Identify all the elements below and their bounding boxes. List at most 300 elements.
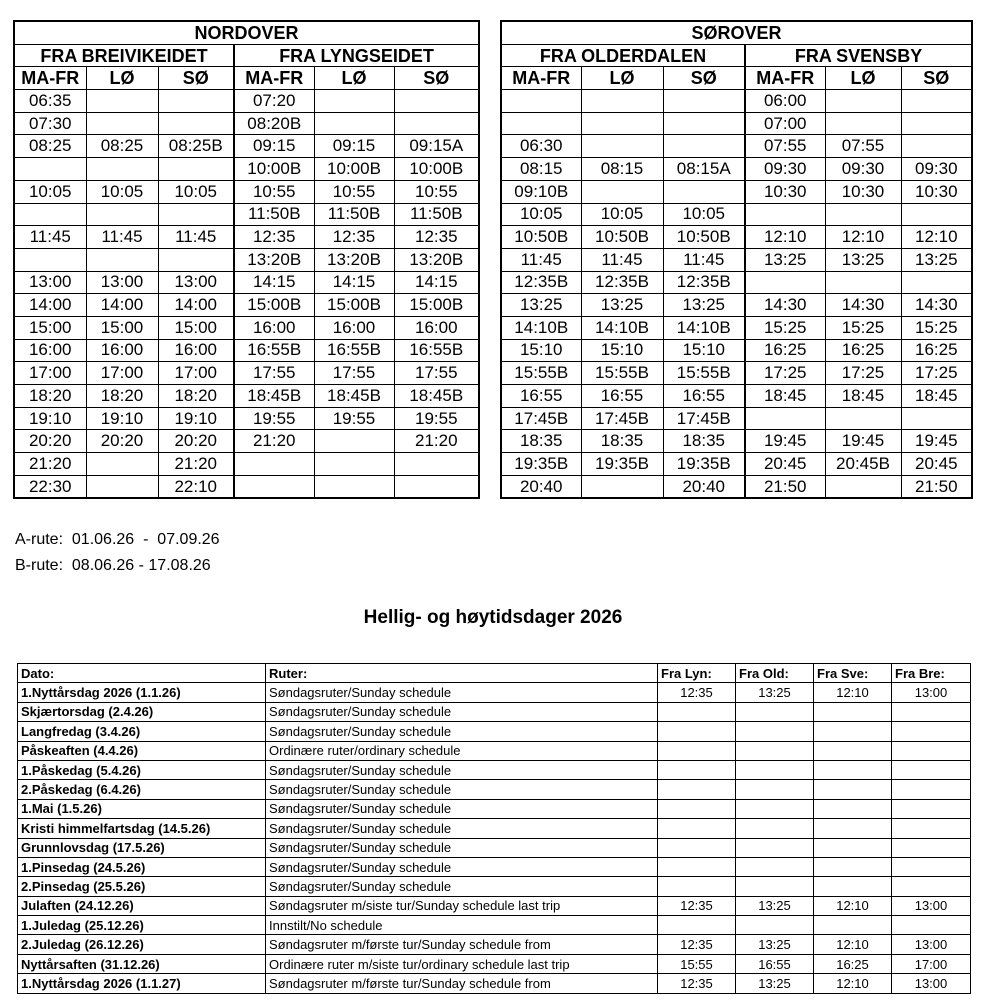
departure-time: 12:35B — [501, 271, 581, 294]
departure-time — [581, 112, 663, 135]
sorover-title: SØROVER — [501, 21, 972, 44]
holiday-route: Søndagsruter/Sunday schedule — [266, 838, 658, 857]
departure-time — [901, 135, 972, 158]
departure-time: 06:30 — [501, 135, 581, 158]
departure-time: 15:25 — [825, 316, 901, 339]
table-row — [14, 226, 479, 249]
table-row — [14, 112, 479, 135]
table-row — [18, 799, 971, 818]
departure-time: 18:35 — [581, 430, 663, 453]
table-row — [18, 683, 971, 702]
departure-time — [663, 180, 745, 203]
departure-time: 08:20B — [234, 112, 314, 135]
departure-time: 15:00B — [314, 294, 394, 317]
table-row — [18, 819, 971, 838]
departure-time: 14:15 — [394, 271, 479, 294]
departure-time: 21:50 — [901, 475, 972, 498]
table-row — [14, 135, 479, 158]
departure-time: 17:45B — [581, 407, 663, 430]
table-row — [14, 180, 479, 203]
departure-time: 12:10 — [825, 226, 901, 249]
departure-time: 07:55 — [745, 135, 825, 158]
departure-time: 20:20 — [158, 430, 234, 453]
holiday-date: 1.Pinsedag (24.5.26) — [18, 857, 266, 876]
day-header: LØ — [314, 67, 394, 90]
departure-time: 11:50B — [394, 203, 479, 226]
departure-time: 10:30 — [825, 180, 901, 203]
table-row — [14, 90, 479, 113]
holiday-date: Grunnlovsdag (17.5.26) — [18, 838, 266, 857]
holiday-route: Søndagsruter/Sunday schedule — [266, 857, 658, 876]
departure-time: 19:10 — [86, 407, 158, 430]
departure-time: 16:00 — [314, 316, 394, 339]
departure-time — [581, 180, 663, 203]
table-row — [18, 974, 971, 993]
time-fra-lyn: 12:35 — [658, 683, 736, 702]
day-header: MA-FR — [234, 67, 314, 90]
departure-time: 07:30 — [14, 112, 86, 135]
departure-time: 07:55 — [825, 135, 901, 158]
time-fra-lyn — [658, 780, 736, 799]
group-header-olderdalen: FRA OLDERDALEN — [501, 44, 745, 67]
time-fra-old — [736, 916, 814, 935]
departure-time: 10:05 — [581, 203, 663, 226]
time-fra-sve: 12:10 — [814, 974, 892, 993]
time-fra-old: 13:25 — [736, 896, 814, 915]
departure-time: 06:00 — [745, 90, 825, 113]
table-row — [14, 158, 479, 181]
departure-time — [581, 135, 663, 158]
departure-time: 13:25 — [501, 294, 581, 317]
time-fra-lyn: 12:35 — [658, 896, 736, 915]
holiday-route: Søndagsruter/Sunday schedule — [266, 780, 658, 799]
departure-time: 12:35B — [581, 271, 663, 294]
time-fra-sve — [814, 877, 892, 896]
departure-time: 14:15 — [314, 271, 394, 294]
time-fra-old — [736, 722, 814, 741]
departure-time — [86, 90, 158, 113]
departure-time: 13:25 — [901, 248, 972, 271]
departure-time: 22:30 — [14, 475, 86, 498]
departure-time: 14:30 — [825, 294, 901, 317]
time-fra-bre: 13:00 — [892, 683, 971, 702]
departure-time — [825, 407, 901, 430]
table-row — [501, 453, 972, 476]
holiday-date: Kristi himmelfartsdag (14.5.26) — [18, 819, 266, 838]
departure-time: 15:55B — [581, 362, 663, 385]
table-row — [501, 316, 972, 339]
table-row — [18, 916, 971, 935]
time-fra-bre — [892, 702, 971, 721]
departure-time — [745, 407, 825, 430]
time-fra-sve: 12:10 — [814, 935, 892, 954]
departure-time: 07:20 — [234, 90, 314, 113]
departure-time: 17:25 — [901, 362, 972, 385]
nordover-timetable — [13, 20, 480, 499]
departure-time: 10:05 — [663, 203, 745, 226]
departure-time: 11:45 — [86, 226, 158, 249]
time-fra-bre — [892, 741, 971, 760]
table-row — [18, 877, 971, 896]
departure-time: 15:25 — [901, 316, 972, 339]
departure-time: 15:25 — [745, 316, 825, 339]
departure-time: 16:55B — [394, 339, 479, 362]
departure-time: 21:20 — [158, 453, 234, 476]
departure-time: 12:35 — [394, 226, 479, 249]
departure-time: 16:00 — [86, 339, 158, 362]
departure-time: 16:00 — [14, 339, 86, 362]
departure-time: 21:20 — [234, 430, 314, 453]
departure-time: 11:50B — [234, 203, 314, 226]
table-row — [18, 857, 971, 876]
holiday-route: Søndagsruter/Sunday schedule — [266, 760, 658, 779]
time-fra-lyn — [658, 838, 736, 857]
departure-time — [14, 248, 86, 271]
departure-time: 12:10 — [901, 226, 972, 249]
time-fra-sve — [814, 857, 892, 876]
day-header-row — [14, 67, 479, 90]
departure-time: 11:45 — [14, 226, 86, 249]
departure-time: 09:30 — [901, 158, 972, 181]
departure-time — [901, 203, 972, 226]
departure-time: 20:45B — [825, 453, 901, 476]
table-row — [18, 935, 971, 954]
departure-time — [86, 475, 158, 498]
time-fra-bre — [892, 819, 971, 838]
holiday-date: 1.Mai (1.5.26) — [18, 799, 266, 818]
time-fra-sve — [814, 838, 892, 857]
departure-time: 20:45 — [901, 453, 972, 476]
col-header-date: Dato: — [18, 664, 266, 683]
table-row — [14, 294, 479, 317]
col-header-fra-old: Fra Old: — [736, 664, 814, 683]
time-fra-bre: 13:00 — [892, 935, 971, 954]
departure-time: 13:25 — [745, 248, 825, 271]
departure-time: 19:55 — [314, 407, 394, 430]
departure-time: 08:25B — [158, 135, 234, 158]
departure-time: 20:45 — [745, 453, 825, 476]
departure-time: 22:10 — [158, 475, 234, 498]
day-header: SØ — [663, 67, 745, 90]
departure-time: 09:15A — [394, 135, 479, 158]
departure-time: 14:00 — [14, 294, 86, 317]
table-row — [14, 453, 479, 476]
table-row — [14, 407, 479, 430]
holiday-route: Søndagsruter/Sunday schedule — [266, 683, 658, 702]
time-fra-old: 13:25 — [736, 683, 814, 702]
departure-time: 11:50B — [314, 203, 394, 226]
route-notes — [15, 527, 220, 579]
departure-time: 12:35 — [314, 226, 394, 249]
time-fra-old — [736, 877, 814, 896]
day-header: LØ — [825, 67, 901, 90]
departure-time — [158, 203, 234, 226]
holiday-route: Ordinære ruter m/siste tur/ordinary schedule last trip — [266, 954, 658, 973]
departure-time: 15:00B — [234, 294, 314, 317]
departure-time: 09:30 — [745, 158, 825, 181]
time-fra-bre — [892, 877, 971, 896]
departure-time: 19:10 — [14, 407, 86, 430]
departure-time: 12:35B — [663, 271, 745, 294]
table-row — [501, 112, 972, 135]
departure-time: 18:45 — [745, 385, 825, 408]
holiday-section-title: Hellig- og høytidsdager 2026 — [363, 607, 623, 628]
departure-time — [581, 475, 663, 498]
departure-time — [14, 158, 86, 181]
time-fra-bre — [892, 799, 971, 818]
time-fra-lyn — [658, 819, 736, 838]
day-header: LØ — [86, 67, 158, 90]
departure-time: 12:35 — [234, 226, 314, 249]
departure-time: 17:00 — [14, 362, 86, 385]
departure-time: 09:15 — [234, 135, 314, 158]
departure-time: 16:00 — [158, 339, 234, 362]
departure-time: 19:55 — [234, 407, 314, 430]
departure-time: 10:30 — [901, 180, 972, 203]
holiday-date: 1.Påskedag (5.4.26) — [18, 760, 266, 779]
departure-time: 13:20B — [314, 248, 394, 271]
table-row — [501, 248, 972, 271]
departure-time: 09:10B — [501, 180, 581, 203]
departure-time: 13:00 — [86, 271, 158, 294]
table-row — [501, 339, 972, 362]
departure-time: 10:55 — [314, 180, 394, 203]
time-fra-old — [736, 702, 814, 721]
time-fra-lyn — [658, 722, 736, 741]
departure-time — [825, 90, 901, 113]
departure-time: 16:55B — [234, 339, 314, 362]
table-row — [501, 135, 972, 158]
departure-time: 08:25 — [14, 135, 86, 158]
departure-time: 19:45 — [745, 430, 825, 453]
departure-time: 21:20 — [394, 430, 479, 453]
departure-time: 13:20B — [234, 248, 314, 271]
departure-time: 15:00 — [14, 316, 86, 339]
time-fra-bre — [892, 916, 971, 935]
table-row — [14, 316, 479, 339]
time-fra-lyn: 15:55 — [658, 954, 736, 973]
departure-time — [234, 475, 314, 498]
day-header: MA-FR — [501, 67, 581, 90]
time-fra-sve: 12:10 — [814, 896, 892, 915]
table-row — [18, 760, 971, 779]
table-row — [501, 271, 972, 294]
time-fra-old — [736, 760, 814, 779]
table-row — [501, 90, 972, 113]
departure-time — [158, 90, 234, 113]
holiday-date: 2.Pinsedag (25.5.26) — [18, 877, 266, 896]
time-fra-old: 13:25 — [736, 935, 814, 954]
departure-time: 16:00 — [234, 316, 314, 339]
departure-time — [394, 453, 479, 476]
day-header: SØ — [901, 67, 972, 90]
day-header: SØ — [158, 67, 234, 90]
departure-time — [394, 112, 479, 135]
departure-time: 17:45B — [663, 407, 745, 430]
departure-time — [314, 475, 394, 498]
departure-time: 10:55 — [394, 180, 479, 203]
departure-time: 18:20 — [158, 385, 234, 408]
departure-time — [314, 430, 394, 453]
time-fra-sve — [814, 760, 892, 779]
time-fra-old — [736, 838, 814, 857]
holiday-date: Skjærtorsdag (2.4.26) — [18, 702, 266, 721]
departure-time: 11:45 — [158, 226, 234, 249]
time-fra-sve — [814, 799, 892, 818]
departure-time — [234, 453, 314, 476]
departure-time: 19:45 — [825, 430, 901, 453]
time-fra-sve: 12:10 — [814, 683, 892, 702]
departure-time: 13:00 — [158, 271, 234, 294]
holiday-date: Julaften (24.12.26) — [18, 896, 266, 915]
group-header-breivikeidet: FRA BREIVIKEIDET — [14, 44, 234, 67]
departure-time: 13:25 — [663, 294, 745, 317]
departure-time: 10:55 — [234, 180, 314, 203]
departure-time: 13:20B — [394, 248, 479, 271]
departure-time — [501, 112, 581, 135]
departure-time — [86, 453, 158, 476]
departure-time: 17:00 — [86, 362, 158, 385]
table-row — [18, 722, 971, 741]
departure-time — [501, 90, 581, 113]
departure-time: 13:00 — [14, 271, 86, 294]
sorover-timetable — [500, 20, 973, 499]
departure-time: 09:30 — [825, 158, 901, 181]
departure-time: 07:00 — [745, 112, 825, 135]
holiday-table — [17, 663, 971, 994]
time-fra-bre — [892, 760, 971, 779]
departure-time: 10:05 — [501, 203, 581, 226]
departure-time: 18:45B — [394, 385, 479, 408]
table-row — [18, 954, 971, 973]
departure-time: 17:55 — [234, 362, 314, 385]
departure-time: 10:05 — [14, 180, 86, 203]
holiday-date: Langfredag (3.4.26) — [18, 722, 266, 741]
departure-time: 10:00B — [314, 158, 394, 181]
departure-time: 08:25 — [86, 135, 158, 158]
table-row — [14, 475, 479, 498]
departure-time: 15:00 — [86, 316, 158, 339]
departure-time — [86, 203, 158, 226]
departure-time: 17:25 — [745, 362, 825, 385]
departure-time: 12:10 — [745, 226, 825, 249]
departure-time: 19:35B — [663, 453, 745, 476]
nordover-title: NORDOVER — [14, 21, 479, 44]
col-header-fra-lyn: Fra Lyn: — [658, 664, 736, 683]
departure-time: 18:45B — [314, 385, 394, 408]
table-row — [14, 385, 479, 408]
departure-time — [394, 90, 479, 113]
departure-time — [901, 271, 972, 294]
time-fra-lyn: 12:35 — [658, 935, 736, 954]
departure-time: 10:00B — [234, 158, 314, 181]
departure-time: 19:35B — [501, 453, 581, 476]
holiday-route: Innstilt/No schedule — [266, 916, 658, 935]
holiday-route: Søndagsruter m/første tur/Sunday schedule from — [266, 935, 658, 954]
table-row — [18, 702, 971, 721]
table-row — [501, 158, 972, 181]
departure-time: 17:45B — [501, 407, 581, 430]
holiday-route: Søndagsruter/Sunday schedule — [266, 819, 658, 838]
time-fra-sve: 16:25 — [814, 954, 892, 973]
holiday-date: 2.Påskedag (6.4.26) — [18, 780, 266, 799]
departure-time: 20:20 — [86, 430, 158, 453]
holiday-date: 2.Juledag (26.12.26) — [18, 935, 266, 954]
time-fra-bre: 17:00 — [892, 954, 971, 973]
time-fra-lyn: 12:35 — [658, 974, 736, 993]
departure-time: 19:45 — [901, 430, 972, 453]
time-fra-old — [736, 741, 814, 760]
departure-time — [314, 112, 394, 135]
time-fra-lyn — [658, 702, 736, 721]
departure-time: 18:35 — [501, 430, 581, 453]
time-fra-old — [736, 780, 814, 799]
departure-time: 18:35 — [663, 430, 745, 453]
departure-time: 16:00 — [394, 316, 479, 339]
departure-time — [825, 271, 901, 294]
departure-time — [314, 90, 394, 113]
departure-time: 15:55B — [663, 362, 745, 385]
departure-time: 14:00 — [158, 294, 234, 317]
departure-time: 14:10B — [501, 316, 581, 339]
table-row — [18, 838, 971, 857]
holiday-route: Søndagsruter/Sunday schedule — [266, 702, 658, 721]
table-row — [501, 226, 972, 249]
col-header-fra-bre: Fra Bre: — [892, 664, 971, 683]
table-row — [501, 407, 972, 430]
day-header: LØ — [581, 67, 663, 90]
departure-time — [314, 453, 394, 476]
departure-time: 16:25 — [745, 339, 825, 362]
day-header: MA-FR — [745, 67, 825, 90]
departure-time — [745, 271, 825, 294]
departure-time — [901, 407, 972, 430]
table-row — [501, 294, 972, 317]
departure-time: 16:25 — [825, 339, 901, 362]
time-fra-sve — [814, 780, 892, 799]
departure-time: 15:00B — [394, 294, 479, 317]
holiday-date: Nyttårsaften (31.12.26) — [18, 954, 266, 973]
note-a-route: A-rute: 01.06.26 - 07.09.26 — [15, 531, 220, 548]
departure-time: 16:55 — [501, 385, 581, 408]
departure-time: 09:15 — [314, 135, 394, 158]
departure-time: 17:25 — [825, 362, 901, 385]
group-header-svensby: FRA SVENSBY — [745, 44, 972, 67]
departure-time: 18:45 — [825, 385, 901, 408]
departure-time: 20:40 — [501, 475, 581, 498]
departure-time: 16:25 — [901, 339, 972, 362]
day-header-row — [501, 67, 972, 90]
time-fra-bre: 13:00 — [892, 896, 971, 915]
day-header: MA-FR — [14, 67, 86, 90]
departure-time: 13:25 — [825, 248, 901, 271]
holiday-route: Søndagsruter/Sunday schedule — [266, 877, 658, 896]
departure-time — [581, 90, 663, 113]
departure-time: 10:05 — [86, 180, 158, 203]
holiday-date: Påskeaften (4.4.26) — [18, 741, 266, 760]
departure-time: 15:10 — [501, 339, 581, 362]
table-row — [14, 339, 479, 362]
departure-time: 10:30 — [745, 180, 825, 203]
time-fra-lyn — [658, 760, 736, 779]
departure-time — [901, 90, 972, 113]
departure-time — [394, 475, 479, 498]
holiday-route: Søndagsruter/Sunday schedule — [266, 799, 658, 818]
table-row — [14, 248, 479, 271]
table-row — [501, 385, 972, 408]
departure-time: 10:00B — [394, 158, 479, 181]
day-header: SØ — [394, 67, 479, 90]
